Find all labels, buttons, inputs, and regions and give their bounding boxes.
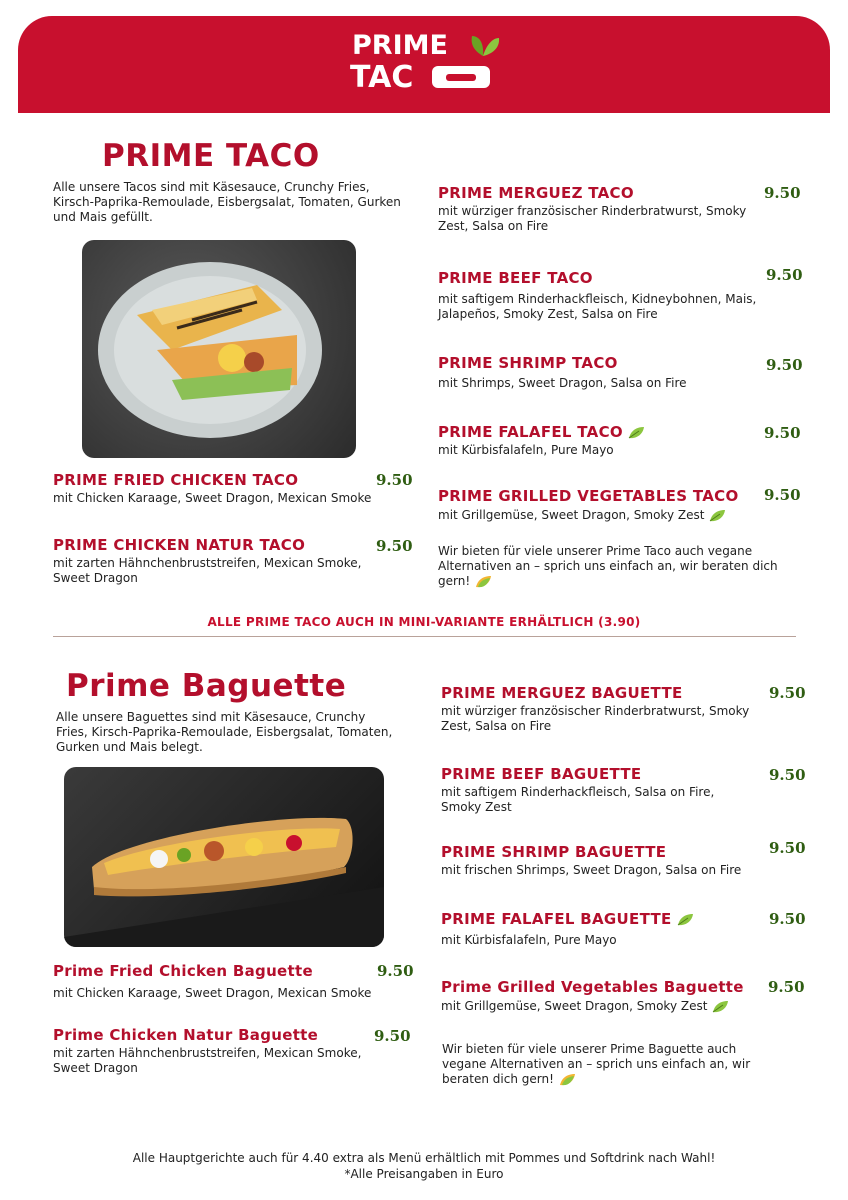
item-price: 9.50 [768,978,805,996]
baguette-section-title: Prime Baguette [66,668,347,704]
list-item[interactable] [438,354,803,394]
list-item[interactable] [441,978,811,1018]
item-name: PRIME MERGUEZ BAGUETTE [441,684,683,702]
item-desc [438,508,768,523]
item-price: 9.50 [764,424,801,442]
item-price: 9.50 [769,684,806,702]
mini-variant-note: ALLE PRIME TACO AUCH IN MINI-VARIANTE ERHÄLTLICH (3.90) [207,615,641,629]
item-price: 9.50 [376,537,413,555]
taco-intro: Alle unsere Tacos sind mit Käsesauce, Crunchy Fries, Kirsch-Paprika-Remoulade, Eisbergsalat, Tomaten, Gurken und Mais gefüllt. [53,180,401,224]
logo-line2: TAC [350,60,414,95]
item-name: Prime Chicken Natur Baguette [53,1026,319,1044]
item-name: PRIME SHRIMP BAGUETTE [441,843,667,861]
item-desc-text: mit Grillgemüse, Sweet Dragon, Smoky Zest [441,999,708,1013]
item-price: 9.50 [769,910,806,928]
taco-vegan-note-text: Wir bieten für viele unserer Prime Taco auch vegane Alternativen an – sprich uns einfach an, wir beraten dich gern! [438,544,778,588]
list-item[interactable] [53,536,413,588]
item-name: PRIME SHRIMP TACO [438,354,618,372]
item-desc [441,999,771,1014]
list-item[interactable] [53,1026,413,1078]
item-price: 9.50 [764,486,801,504]
logo-bar-icon [432,66,490,88]
item-desc-text: mit Grillgemüse, Sweet Dragon, Smoky Zest [438,508,705,522]
logo-leaf-icon [466,32,500,58]
item-price: 9.50 [769,839,806,857]
list-item[interactable] [441,910,806,950]
logo-line1: PRIME [352,30,448,61]
item-desc: mit Kürbisfalafeln, Pure Mayo [438,443,614,457]
taco-vegan-note [438,544,778,589]
item-desc: mit Kürbisfalafeln, Pure Mayo [441,933,617,947]
leaf-icon [558,1073,576,1087]
list-item[interactable] [441,684,806,734]
item-price: 9.50 [769,766,806,784]
section-divider [53,636,796,637]
item-name: PRIME CHICKEN NATUR TACO [53,536,306,554]
item-name [441,910,694,928]
item-price: 9.50 [766,266,803,284]
list-item[interactable] [53,471,413,511]
item-desc: mit Chicken Karaage, Sweet Dragon, Mexican Smoke [53,986,372,1000]
footer-menu-note: Alle Hauptgerichte auch für 4.40 extra als Menü erhältlich mit Pommes und Softdrink nach Wahl! [132,1151,716,1165]
leaf-icon [474,575,492,589]
item-desc: mit saftigem Rinderhackfleisch, Kidneybohnen, Mais, Jalapeños, Smoky Zest, Salsa on Fire [438,292,757,321]
item-name: PRIME GRILLED VEGETABLES TACO [438,487,739,505]
item-name: Prime Fried Chicken Baguette [53,962,313,980]
item-name-text: PRIME FALAFEL TACO [438,423,623,441]
brand-logo [348,30,508,102]
item-name: PRIME BEEF TACO [438,269,593,287]
item-price: 9.50 [376,471,413,489]
item-price: 9.50 [374,1027,411,1045]
leaf-icon [676,913,694,927]
item-desc: mit Chicken Karaage, Sweet Dragon, Mexican Smoke [53,491,372,505]
item-price: 9.50 [764,184,801,202]
item-desc: mit zarten Hähnchenbruststreifen, Mexican Smoke, Sweet Dragon [53,556,362,585]
item-price: 9.50 [766,356,803,374]
list-item[interactable] [441,765,806,815]
leaf-icon [711,1000,729,1014]
item-desc: mit saftigem Rinderhackfleisch, Salsa on Fire, Smoky Zest [441,785,715,814]
baguette-vegan-note-text: Wir bieten für viele unserer Prime Baguette auch vegane Alternativen an – sprich uns einfach an, wir beraten dich gern! [442,1042,751,1086]
leaf-icon [708,509,726,523]
item-name-text: PRIME FALAFEL BAGUETTE [441,910,672,928]
item-name: Prime Grilled Vegetables Baguette [441,978,744,996]
list-item[interactable] [438,266,803,324]
item-name: PRIME BEEF BAGUETTE [441,765,642,783]
list-item[interactable] [441,839,806,883]
item-desc: mit frischen Shrimps, Sweet Dragon, Salsa on Fire [441,863,742,877]
taco-photo [82,240,356,458]
item-desc: mit zarten Hähnchenbruststreifen, Mexican Smoke, Sweet Dragon [53,1046,362,1075]
item-name [438,423,645,441]
list-item[interactable] [438,423,803,463]
item-desc: mit würziger französischer Rinderbratwurst, Smoky Zest, Salsa on Fire [438,204,747,233]
baguette-photo [64,767,384,947]
footer-currency-note: *Alle Preisangaben in Euro [344,1167,504,1181]
item-price: 9.50 [377,962,414,980]
taco-section-title: PRIME TACO [102,138,320,174]
list-item[interactable] [53,962,413,1007]
item-name: PRIME MERGUEZ TACO [438,184,634,202]
item-name: PRIME FRIED CHICKEN TACO [53,471,299,489]
baguette-vegan-note [442,1042,777,1087]
list-item[interactable] [438,184,803,234]
item-desc: mit Shrimps, Sweet Dragon, Salsa on Fire [438,376,687,390]
item-desc: mit würziger französischer Rinderbratwurst, Smoky Zest, Salsa on Fire [441,704,750,733]
baguette-intro: Alle unsere Baguettes sind mit Käsesauce, Crunchy Fries, Kirsch-Paprika-Remoulade, Eisbergsalat, Tomaten, Gurken und Mais belegt. [56,710,393,754]
leaf-icon [627,426,645,440]
list-item[interactable] [438,487,808,527]
